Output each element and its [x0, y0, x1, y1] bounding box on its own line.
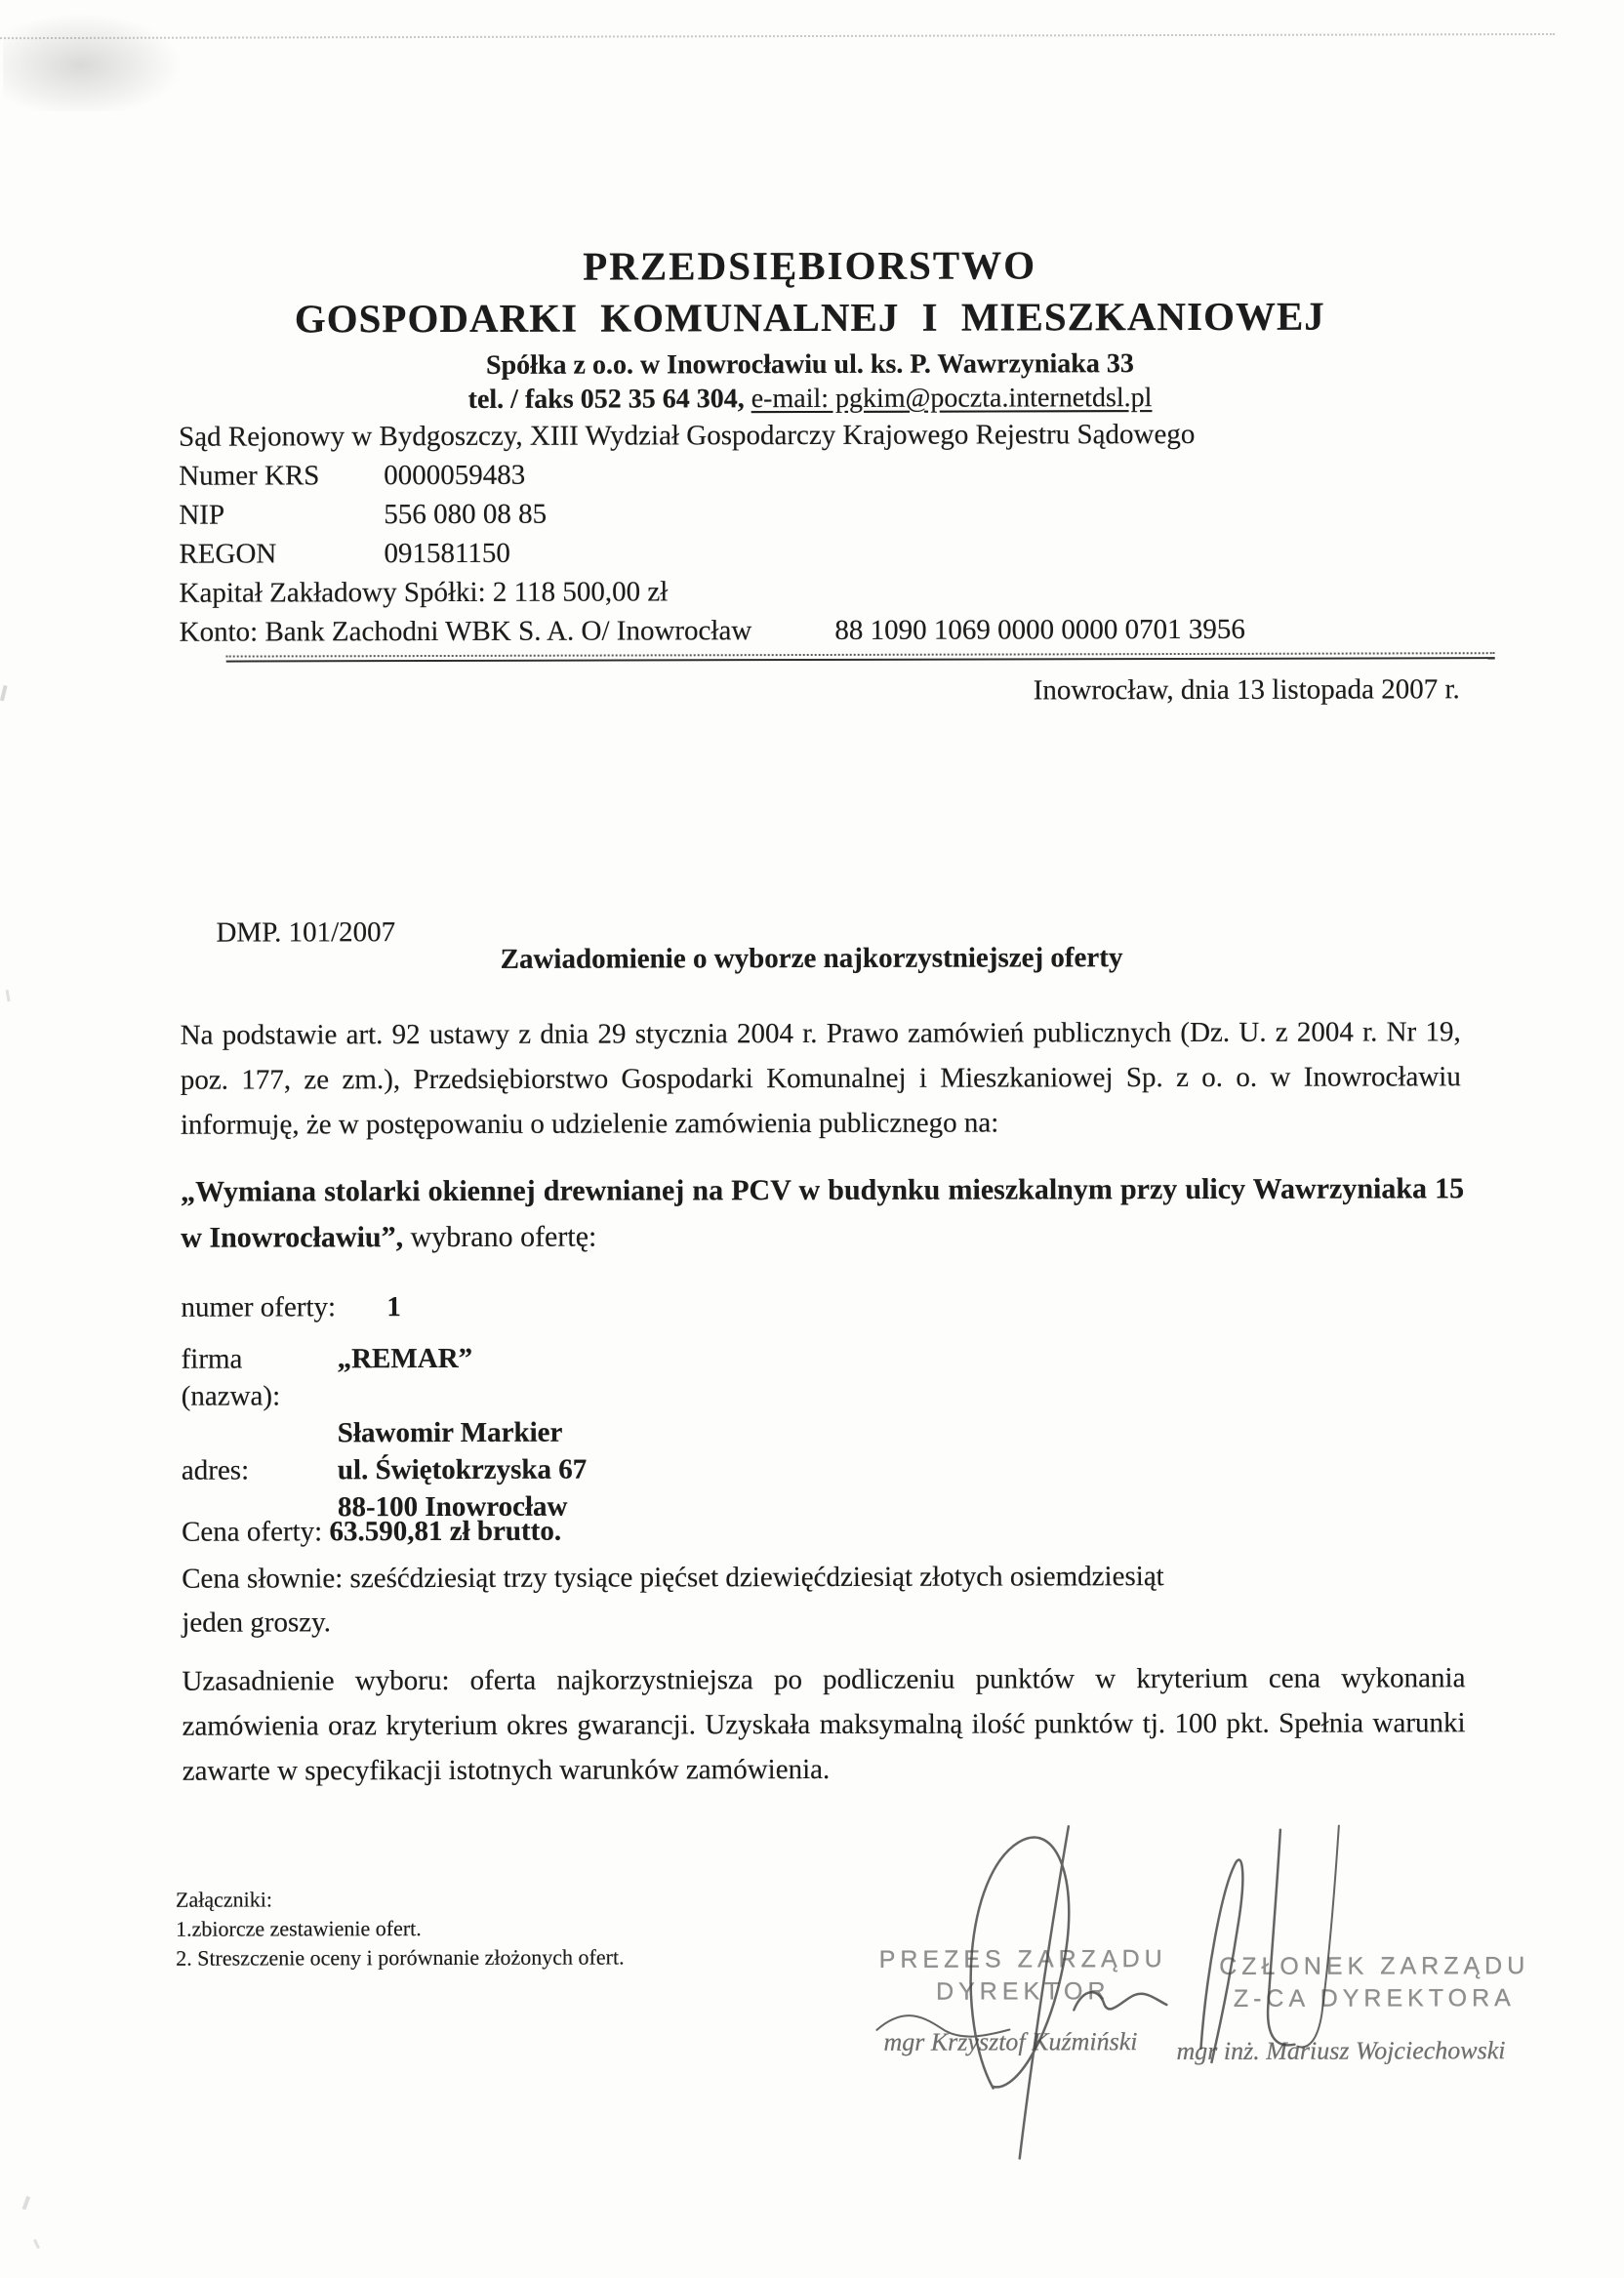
address-label: adres: — [181, 1454, 250, 1486]
email-text: e-mail: pgkim@poczta.internetdsl.pl — [751, 383, 1153, 415]
court-registry-line: Sąd Rejonowy w Bydgoszczy, XIII Wydział Gospodarczy Krajowego Rejestru Sądowego — [179, 418, 1196, 453]
scan-artifact-speck — [0, 685, 8, 701]
krs-label: Numer KRS — [179, 460, 320, 492]
scan-artifact-dotted-line — [0, 33, 1555, 39]
krs-line — [179, 453, 1462, 495]
intro-paragraph: Na podstawie art. 92 ustawy z dnia 29 stycznia 2004 r. Prawo zamówień publicznych (Dz. U. z 2004 r. Nr 19, poz. 177, ze zm.), Przedsiębiorstwo Gospodarki Komunalnej i Mieszkaniowej Sp. z o. o. w Inowrocławiu informuję, że w postępowaniu o udzielenie zamówienia publicznego na: — [180, 1016, 1461, 1141]
company-registry-block — [179, 414, 1463, 651]
subject-rest-text: wybrano ofertę: — [403, 1220, 597, 1254]
company-address-line: Spółka z o.o. w Inowrocławiu ul. ks. P. Wawrzyniaka 33 — [485, 348, 1134, 381]
nip-value: 556 080 08 85 — [384, 498, 548, 531]
offer-number-label: numer oferty: — [181, 1291, 337, 1323]
scan-artifact-speck — [6, 990, 11, 1001]
stamp-board-member-title1: CZŁONEK ZARZĄDU — [1219, 1952, 1530, 1980]
attachments-label: Załączniki: — [176, 1887, 273, 1912]
nip-line — [179, 492, 1462, 534]
firm-name: „REMAR” — [337, 1342, 473, 1375]
date-line: Inowrocław, dnia 13 listopada 2007 r. — [1033, 673, 1460, 707]
bank-account-line — [180, 609, 1463, 651]
address-street: ul. Świętokrzyska 67 — [337, 1453, 588, 1486]
regon-value: 091581150 — [384, 537, 510, 570]
price-words-line2: jeden groszy. — [182, 1607, 332, 1639]
firm-person-line — [182, 1414, 587, 1452]
stamp-president-title1: PREZES ZARZĄDU — [878, 1945, 1167, 1973]
scan-artifact-smudge — [3, 10, 188, 111]
subject-bold-text: „Wymiana stolarki okiennej drewnianej na PCV w budynku mieszkalnym przy ulicy Wawrzyniaka 15 w Inowrocławiu”, — [181, 1172, 1465, 1254]
regon-label: REGON — [179, 538, 277, 570]
subject-paragraph — [181, 1165, 1464, 1260]
capital-line: Kapitał Zakładowy Spółki: 2 118 500,00 zł — [179, 576, 669, 609]
winning-firm-block — [182, 1340, 588, 1526]
address-street-line — [182, 1451, 587, 1489]
justification-paragraph: Uzasadnienie wyboru: oferta najkorzystniejsza po podliczeniu punktów w kryterium cena wykonania zamówienia oraz kryterium okres gwarancji. Uzyskała maksymalną ilość punktów tj. 100 pkt. Spełnia warunki zawarte w specyfikacji istotnych warunków zamówienia. — [182, 1662, 1466, 1787]
signature-name-president: mgr Krzysztof Kuźmiński — [883, 2027, 1138, 2056]
offer-number-line — [181, 1291, 400, 1324]
scan-artifact-speck — [22, 2196, 31, 2211]
offer-number-value: 1 — [386, 1291, 401, 1323]
reference-number: DMP. 101/2007 — [216, 916, 396, 949]
stamp-president-title2: DYREKTOR — [936, 1977, 1111, 2006]
attachment-item-1: 1.zbiorcze zestawienie ofert. — [176, 1916, 422, 1941]
attachment-item-2: 2. Streszczenie oceny i porównanie złożonych ofert. — [176, 1944, 625, 1971]
firm-person: Sławomir Markier — [337, 1416, 563, 1449]
bank-account-number: 88 1090 1069 0000 0000 0701 3956 — [834, 613, 1245, 646]
firm-label: firma (nazwa): — [181, 1343, 281, 1412]
address-city: 88-100 Inowrocław — [337, 1490, 568, 1524]
bank-account-label: Konto: Bank Zachodni WBK S. A. O/ Inowrocław — [179, 615, 752, 648]
firm-name-line — [182, 1340, 588, 1415]
price-in-words — [182, 1554, 1462, 1645]
regon-line — [179, 531, 1462, 573]
signature-name-board-member: mgr inż. Mariusz Wojciechowski — [1176, 2036, 1506, 2066]
price-words-line1: Cena słownie: sześćdziesiąt trzy tysiące pięćset dziewięćdziesiąt złotych osiemdziesiąt — [182, 1561, 1164, 1595]
nip-label: NIP — [179, 499, 225, 531]
contact-line — [0, 382, 1622, 417]
stamp-board-member-title2: Z-CA DYREKTORA — [1233, 1984, 1516, 2013]
price-label: Cena oferty: — [182, 1516, 330, 1548]
company-name-line2: GOSPODARKI KOMUNALNEJ I MIESZKANIOWEJ — [294, 293, 1325, 342]
price-value: 63.590,81 zł brutto. — [329, 1515, 562, 1548]
handwritten-signatures — [812, 1813, 1594, 2206]
company-name-line1: PRZEDSIĘBIORSTWO — [583, 242, 1037, 289]
phone-fax-label: tel. / faks 052 35 64 304, — [467, 384, 745, 415]
letterhead — [0, 240, 1622, 417]
krs-value: 0000059483 — [384, 459, 526, 492]
price-line — [182, 1516, 561, 1549]
dotted-separator — [226, 652, 1495, 663]
scan-artifact-speck — [33, 2239, 40, 2249]
attachments-block — [176, 1885, 625, 1973]
document-title: Zawiadomienie o wyborze najkorzystniejszej oferty — [500, 942, 1123, 975]
